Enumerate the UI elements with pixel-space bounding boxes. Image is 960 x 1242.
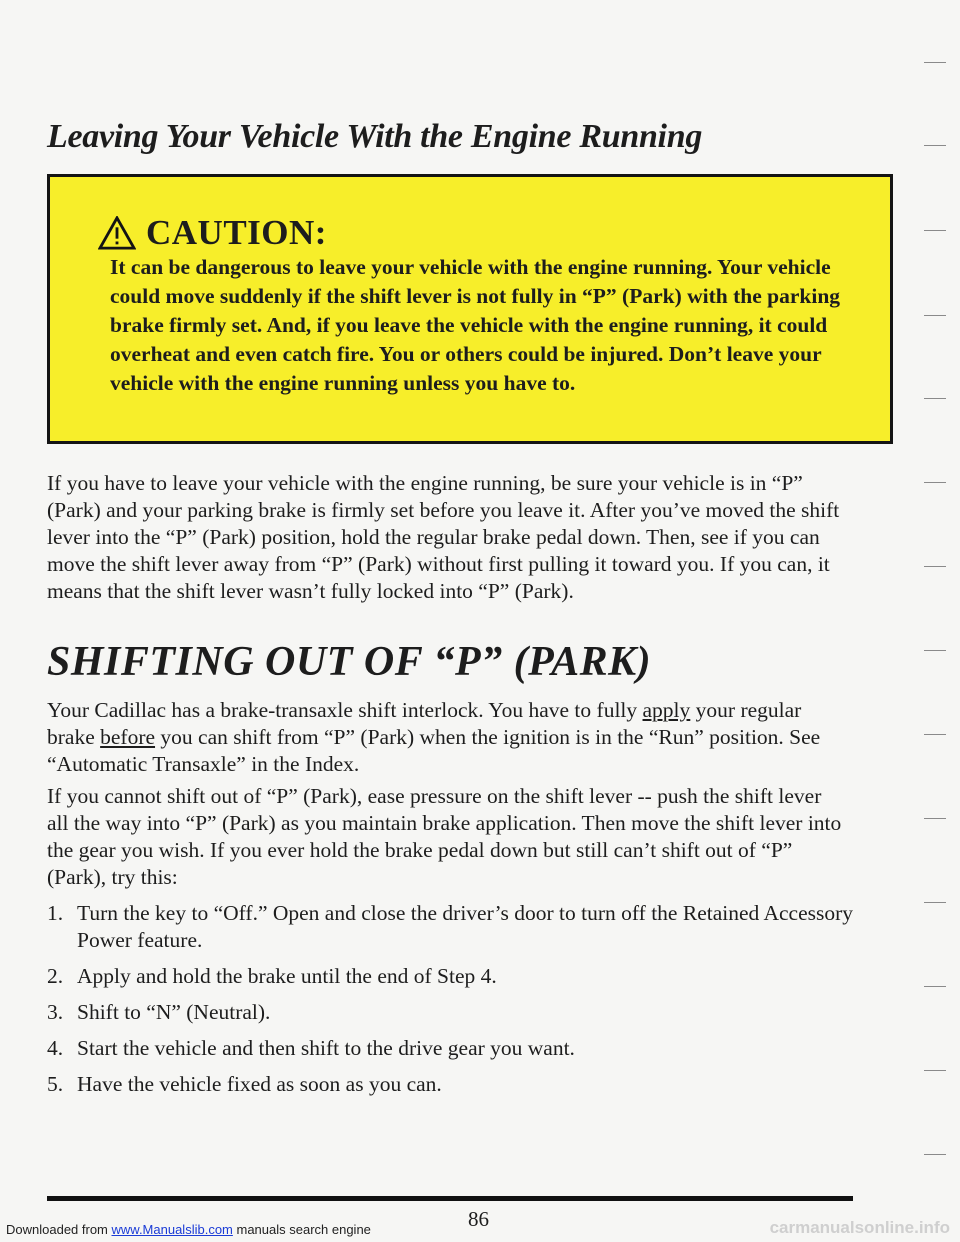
download-suffix: manuals search engine xyxy=(232,1222,371,1237)
step-number: 5. xyxy=(47,1072,64,1096)
caution-box xyxy=(47,174,893,444)
caution-title: CAUTION: xyxy=(146,213,327,252)
manualslib-link[interactable]: www.Manualslib.com xyxy=(111,1222,233,1237)
underlined-before: before xyxy=(100,725,156,749)
step-number: 2. xyxy=(47,964,64,988)
step-number: 1. xyxy=(47,901,64,925)
caution-header xyxy=(98,213,327,253)
heading-shifting-out-of-park: SHIFTING OUT OF “P” (PARK) xyxy=(47,639,652,685)
margin-tick xyxy=(924,1070,946,1071)
step-text: Apply and hold the brake until the end of Step 4. xyxy=(77,964,497,988)
text-segment: Your Cadillac has a brake-transaxle shift interlock. You have to fully xyxy=(47,698,643,722)
margin-tick xyxy=(924,818,946,819)
margin-tick xyxy=(924,650,946,651)
list-item xyxy=(47,963,857,990)
list-item xyxy=(47,1035,857,1062)
step-number: 3. xyxy=(47,1000,64,1024)
step-text: Start the vehicle and then shift to the drive gear you want. xyxy=(77,1036,575,1060)
list-item xyxy=(47,1071,857,1098)
margin-tick xyxy=(924,482,946,483)
watermark: carmanualsonline.info xyxy=(769,1218,950,1237)
steps-list xyxy=(47,900,857,1107)
step-text: Shift to “N” (Neutral). xyxy=(77,1000,271,1024)
download-notice xyxy=(6,1222,371,1237)
margin-tick xyxy=(924,566,946,567)
caution-text: It can be dangerous to leave your vehicle with the engine running. Your vehicle could move suddenly if the shift lever is not fully in “P” (Park) with the parking brake firmly set. And, if you leave the vehicle with the engine running, it could overheat and even catch fire. You or others could be injured. Don’t leave your vehicle with the engine running unless you have to. xyxy=(110,255,841,395)
warning-triangle-icon xyxy=(98,216,136,250)
list-item xyxy=(47,999,857,1026)
step-text: Turn the key to “Off.” Open and close the driver’s door to turn off the Retained Accessory Power feature. xyxy=(77,901,854,952)
margin-tick xyxy=(924,145,946,146)
section-title: Leaving Your Vehicle With the Engine Running xyxy=(47,118,703,155)
paragraph-cannot-shift: If you cannot shift out of “P” (Park), ease pressure on the shift lever -- push the shift lever all the way into “P” (Park) as you maintain brake application. Then move the shift lever into the gear you wish. If you ever hold the brake pedal down but still can’t shift out of “P” (Park), try this: xyxy=(47,784,842,889)
margin-tick xyxy=(924,986,946,987)
download-prefix: Downloaded from xyxy=(6,1222,112,1237)
margin-tick xyxy=(924,62,946,63)
text-segment: you can shift from “P” (Park) when the ignition is in the “Run” position. See “Automatic Transaxle” in the Index. xyxy=(47,725,821,776)
margin-tick xyxy=(924,398,946,399)
step-text: Have the vehicle fixed as soon as you can. xyxy=(77,1072,442,1096)
text-segment: your regular brake xyxy=(47,698,802,749)
margin-tick xyxy=(924,315,946,316)
paragraph-brake-interlock xyxy=(47,697,847,778)
margin-tick xyxy=(924,230,946,231)
paragraph-leaving-vehicle: If you have to leave your vehicle with the engine running, be sure your vehicle is in “P” (Park) and your parking brake is firmly set before you leave it. After you’ve moved the shift lever into the “P” (Park) position, hold the regular brake pedal down. Then, see if you can move the shift lever away from “P” (Park) without first pulling it toward you. If you can, it means that the shift lever wasn’t fully locked into “P” (Park). xyxy=(47,471,840,603)
list-item xyxy=(47,900,857,954)
page-number: 86 xyxy=(468,1207,489,1231)
margin-tick xyxy=(924,734,946,735)
footer-rule xyxy=(47,1196,853,1201)
step-number: 4. xyxy=(47,1036,64,1060)
margin-ticks xyxy=(924,40,954,1190)
underlined-apply: apply xyxy=(642,698,691,722)
margin-tick xyxy=(924,902,946,903)
margin-tick xyxy=(924,1154,946,1155)
